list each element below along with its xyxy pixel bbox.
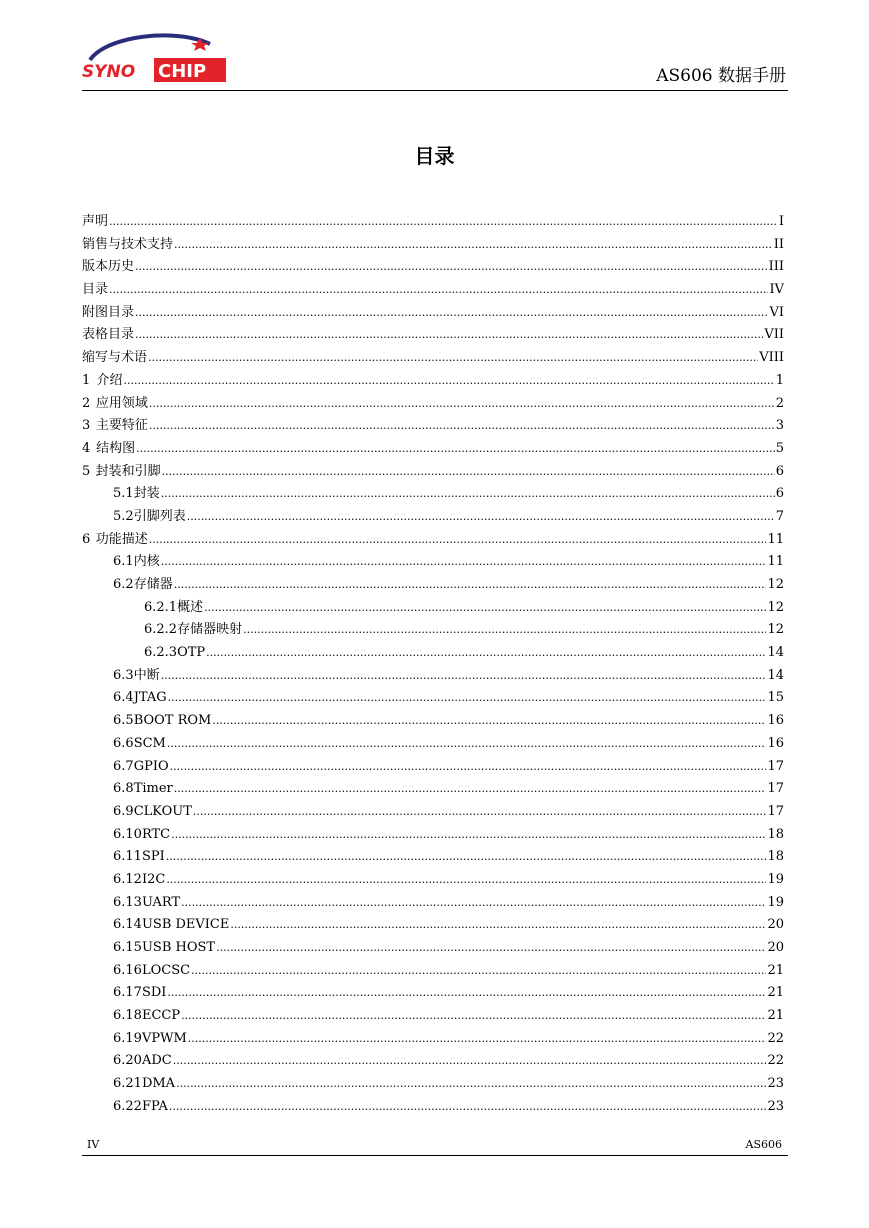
toc-entry-number: 6.20 xyxy=(113,1053,142,1069)
toc-entry[interactable] xyxy=(82,483,784,506)
toc-entry-page: 17 xyxy=(767,803,784,819)
toc-dot-leader xyxy=(230,914,766,937)
toc-entry[interactable] xyxy=(82,937,784,960)
toc-dot-leader xyxy=(149,393,775,416)
page-title: 目录 xyxy=(414,144,455,168)
toc-entry-title: GPIO xyxy=(133,758,169,774)
toc-entry-number: 6.16 xyxy=(113,962,142,978)
toc-entry[interactable] xyxy=(82,438,784,461)
toc-entry[interactable] xyxy=(82,279,784,302)
toc-entry-number: 6.9 xyxy=(113,803,134,819)
toc-dot-leader xyxy=(176,1073,766,1096)
toc-entry-number: 6 xyxy=(82,531,91,547)
toc-entry[interactable] xyxy=(82,1005,784,1028)
toc-entry-page: VI xyxy=(769,304,784,320)
toc-entry-number: 5.2 xyxy=(113,508,134,524)
toc-dot-leader xyxy=(109,279,768,302)
toc-dot-leader xyxy=(174,234,773,257)
toc-entry-title: 版本历史 xyxy=(82,259,135,275)
toc-entry-page: I xyxy=(778,214,784,229)
toc-dot-leader xyxy=(168,687,767,710)
toc-entry[interactable] xyxy=(82,914,784,937)
toc-entry-title: USB DEVICE xyxy=(141,917,230,933)
toc-entry[interactable] xyxy=(82,687,784,710)
toc-entry-page: 6 xyxy=(775,486,784,502)
toc-entry-number: 4 xyxy=(82,440,91,456)
toc-entry[interactable] xyxy=(82,756,784,779)
toc-entry-title: 内核 xyxy=(133,554,160,570)
toc-entry[interactable] xyxy=(82,302,784,325)
toc-entry-page: 14 xyxy=(767,667,784,683)
toc-entry[interactable] xyxy=(82,1073,784,1096)
toc-entry-title: SDI xyxy=(141,985,167,1001)
toc-entry-number: 6.2 xyxy=(113,577,134,592)
toc-entry-number: 1 xyxy=(82,372,91,388)
toc-entry-page: III xyxy=(768,259,784,275)
toc-entry-title: LOCSC xyxy=(141,962,191,978)
toc-entry-title: 主要特征 xyxy=(95,418,148,434)
toc-entry-title: 封装 xyxy=(133,486,160,502)
toc-dot-leader xyxy=(109,211,778,234)
toc-entry-page: 19 xyxy=(767,871,784,887)
toc-entry-number: 6.5 xyxy=(113,713,134,729)
toc-entry-title: UART xyxy=(141,894,181,910)
toc-dot-leader xyxy=(161,551,767,574)
toc-entry[interactable] xyxy=(82,801,784,824)
toc-entry-number: 6.3 xyxy=(113,667,134,683)
toc-entry-page: 21 xyxy=(767,962,784,978)
toc-entry-title: JTAG xyxy=(133,690,167,706)
toc-entry-page: 21 xyxy=(767,985,784,1001)
toc-entry-number: 5.1 xyxy=(113,486,134,502)
toc-dot-leader xyxy=(149,529,767,552)
toc-entry[interactable] xyxy=(82,347,784,370)
toc-entry-title: 结构图 xyxy=(96,440,136,456)
toc-entry[interactable] xyxy=(82,733,784,756)
toc-entry-page: 20 xyxy=(767,940,784,955)
toc-entry-title: USB HOST xyxy=(141,940,216,955)
toc-dot-leader xyxy=(212,710,766,733)
toc-entry[interactable] xyxy=(82,211,784,234)
toc-entry[interactable] xyxy=(82,370,784,393)
toc-entry-page: 18 xyxy=(767,849,784,865)
toc-entry-number: 6.10 xyxy=(113,826,142,842)
toc-entry-page: 22 xyxy=(767,1053,784,1069)
toc-entry-number: 6.19 xyxy=(113,1030,142,1046)
toc-entry-title: 存储器映射 xyxy=(177,622,243,638)
toc-entry[interactable] xyxy=(82,324,784,347)
toc-entry-page: 17 xyxy=(767,758,784,774)
toc-entry[interactable] xyxy=(82,597,784,620)
toc-entry[interactable] xyxy=(82,642,784,665)
toc-entry-page: 21 xyxy=(767,1008,784,1024)
toc-entry-page: VII xyxy=(764,327,784,343)
toc-entry-page: 15 xyxy=(767,690,784,706)
toc-entry-number: 6.2.3 xyxy=(144,645,178,661)
footer-doc-name: AS606 xyxy=(745,1138,782,1151)
toc-entry-number: 3 xyxy=(82,418,91,434)
toc-entry-page: 11 xyxy=(767,554,784,570)
toc-dot-leader xyxy=(171,824,766,847)
toc-entry-title: FPA xyxy=(141,1098,168,1114)
toc-entry[interactable] xyxy=(82,506,784,529)
toc-dot-leader xyxy=(174,778,767,801)
toc-dot-leader xyxy=(167,982,766,1005)
toc-entry[interactable] xyxy=(82,710,784,733)
toc-entry-title: 销售与技术支持 xyxy=(82,236,174,252)
toc-entry-title: 附图目录 xyxy=(82,304,135,320)
toc-entry-number: 6.18 xyxy=(113,1008,142,1024)
toc-entry-title: SPI xyxy=(141,849,165,865)
toc-entry-title: 引脚列表 xyxy=(133,508,186,524)
toc-entry-title: SCM xyxy=(133,735,166,751)
toc-entry-page: 23 xyxy=(767,1098,784,1114)
logo-text-chip: CHIP xyxy=(158,61,207,82)
toc-entry[interactable] xyxy=(82,846,784,869)
toc-dot-leader xyxy=(161,483,775,506)
toc-dot-leader xyxy=(161,665,767,688)
toc-dot-leader xyxy=(243,619,766,642)
toc-entry-page: 19 xyxy=(767,894,784,910)
toc-entry-title: 封装和引脚 xyxy=(95,463,161,479)
synochip-logo xyxy=(82,30,232,88)
toc-entry-title: 存储器 xyxy=(133,577,173,592)
toc-entry-page: 16 xyxy=(767,713,784,729)
toc-entry-title: 中断 xyxy=(133,667,160,683)
toc-entry[interactable] xyxy=(82,415,784,438)
toc-dot-leader xyxy=(162,461,775,484)
toc-dot-leader xyxy=(148,347,758,370)
toc-dot-leader xyxy=(149,415,775,438)
toc-entry-title: ADC xyxy=(141,1053,172,1069)
toc-entry-title: BOOT ROM xyxy=(133,713,212,729)
toc-entry-page: 14 xyxy=(767,645,784,661)
toc-entry-page: VIII xyxy=(759,350,784,366)
toc-entry-title: 缩写与术语 xyxy=(82,350,148,366)
footer-page-number: IV xyxy=(87,1138,100,1151)
toc-dot-leader xyxy=(166,869,766,892)
toc-entry-page: II xyxy=(773,236,784,252)
toc-entry[interactable] xyxy=(82,256,784,279)
toc-dot-leader xyxy=(181,892,766,915)
toc-entry-page: 20 xyxy=(767,917,784,933)
toc-entry-title: VPWM xyxy=(141,1030,187,1046)
toc-entry-number: 6.6 xyxy=(113,735,134,751)
toc-entry-title: 声明 xyxy=(82,214,109,229)
toc-entry-page: 7 xyxy=(775,508,784,524)
toc-entry-number: 2 xyxy=(82,395,91,411)
toc-dot-leader xyxy=(181,1005,766,1028)
toc-dot-leader xyxy=(135,256,768,279)
toc-dot-leader xyxy=(206,642,766,665)
toc-entry-page: 22 xyxy=(767,1030,784,1046)
toc-dot-leader xyxy=(174,574,767,597)
toc-entry-number: 6.4 xyxy=(113,690,134,706)
toc-entry-number: 6.14 xyxy=(113,917,142,933)
toc-dot-leader xyxy=(166,846,767,869)
toc-dot-leader xyxy=(216,937,766,960)
toc-entry[interactable] xyxy=(82,529,784,552)
toc-entry[interactable] xyxy=(82,778,784,801)
document-title: AS606 数据手册 xyxy=(656,66,786,86)
toc-entry-page: 1 xyxy=(775,372,784,388)
toc-dot-leader xyxy=(188,1028,767,1051)
toc-entry-title: I2C xyxy=(141,871,166,887)
toc-entry[interactable] xyxy=(82,892,784,915)
toc-entry-page: 23 xyxy=(767,1076,784,1092)
toc-entry[interactable] xyxy=(82,1050,784,1073)
toc-entry[interactable] xyxy=(82,461,784,484)
toc-entry-page: 12 xyxy=(767,622,784,638)
toc-entry-number: 6.17 xyxy=(113,985,142,1001)
toc-entry[interactable] xyxy=(82,665,784,688)
toc-entry-title: Timer xyxy=(133,781,173,797)
toc-entry-title: 目录 xyxy=(82,282,109,298)
page-footer xyxy=(82,1138,788,1156)
toc-entry[interactable] xyxy=(82,982,784,1005)
toc-dot-leader xyxy=(170,756,767,779)
toc-entry[interactable] xyxy=(82,1028,784,1051)
toc-dot-leader xyxy=(136,438,775,461)
toc-entry-page: 18 xyxy=(767,826,784,842)
toc-entry-number: 5 xyxy=(82,463,91,479)
toc-entry-number: 6.21 xyxy=(113,1076,142,1092)
toc-entry-page: 12 xyxy=(767,599,784,615)
toc-dot-leader xyxy=(173,1050,767,1073)
toc-entry-title: ECCP xyxy=(141,1008,181,1024)
toc-entry-page: 3 xyxy=(775,418,784,434)
toc-entry-number: 6.11 xyxy=(113,849,142,865)
toc-entry-title: DMA xyxy=(141,1076,176,1092)
toc-dot-leader xyxy=(167,733,767,756)
toc-dot-leader xyxy=(193,801,767,824)
toc-entry-title: CLKOUT xyxy=(133,803,192,819)
toc-entry-title: 表格目录 xyxy=(82,327,135,343)
toc-entry-number: 6.13 xyxy=(113,894,142,910)
toc-entry[interactable] xyxy=(82,960,784,983)
toc-entry[interactable] xyxy=(82,551,784,574)
toc-entry-title: 应用领域 xyxy=(95,395,148,411)
toc-entry[interactable] xyxy=(82,619,784,642)
toc-entry[interactable] xyxy=(82,393,784,416)
logo-text-syno: SYNO xyxy=(82,62,136,82)
toc-dot-leader xyxy=(191,960,766,983)
toc-entry-title: RTC xyxy=(141,826,171,842)
toc-entry-title: 介绍 xyxy=(96,372,123,388)
toc-entry[interactable] xyxy=(82,824,784,847)
toc-dot-leader xyxy=(187,506,775,529)
toc-entry-page: 17 xyxy=(767,781,784,797)
toc-entry-page: 16 xyxy=(767,735,784,751)
toc-entry-number: 6.15 xyxy=(113,940,142,955)
toc-dot-leader xyxy=(135,324,763,347)
toc-entry-number: 6.7 xyxy=(113,758,134,774)
toc-dot-leader xyxy=(135,302,768,325)
toc-entry-page: IV xyxy=(769,282,784,298)
toc-entry-page: 2 xyxy=(775,395,784,411)
toc-dot-leader xyxy=(123,370,774,393)
toc-dot-leader xyxy=(204,597,766,620)
toc-entry-page: 6 xyxy=(775,463,784,479)
toc-entry-number: 6.2.1 xyxy=(144,599,178,615)
toc-dot-leader xyxy=(169,1096,767,1119)
toc-entry-number: 6.2.2 xyxy=(144,622,178,638)
toc-entry-page: 11 xyxy=(767,531,784,547)
toc-entry[interactable] xyxy=(82,574,784,597)
page-header xyxy=(82,28,788,91)
table-of-contents xyxy=(82,211,784,1119)
toc-entry-page: 12 xyxy=(767,577,784,592)
toc-entry-title: 概述 xyxy=(177,599,204,615)
toc-entry[interactable] xyxy=(82,1096,784,1119)
toc-entry-number: 6.22 xyxy=(113,1098,142,1114)
toc-entry-page: 5 xyxy=(775,440,784,456)
toc-entry-number: 6.1 xyxy=(113,554,134,570)
toc-entry-title: OTP xyxy=(177,645,206,661)
toc-entry[interactable] xyxy=(82,869,784,892)
toc-entry-number: 6.12 xyxy=(113,871,142,887)
toc-entry-number: 6.8 xyxy=(113,781,134,797)
toc-entry-title: 功能描述 xyxy=(95,531,148,547)
toc-entry[interactable] xyxy=(82,234,784,257)
